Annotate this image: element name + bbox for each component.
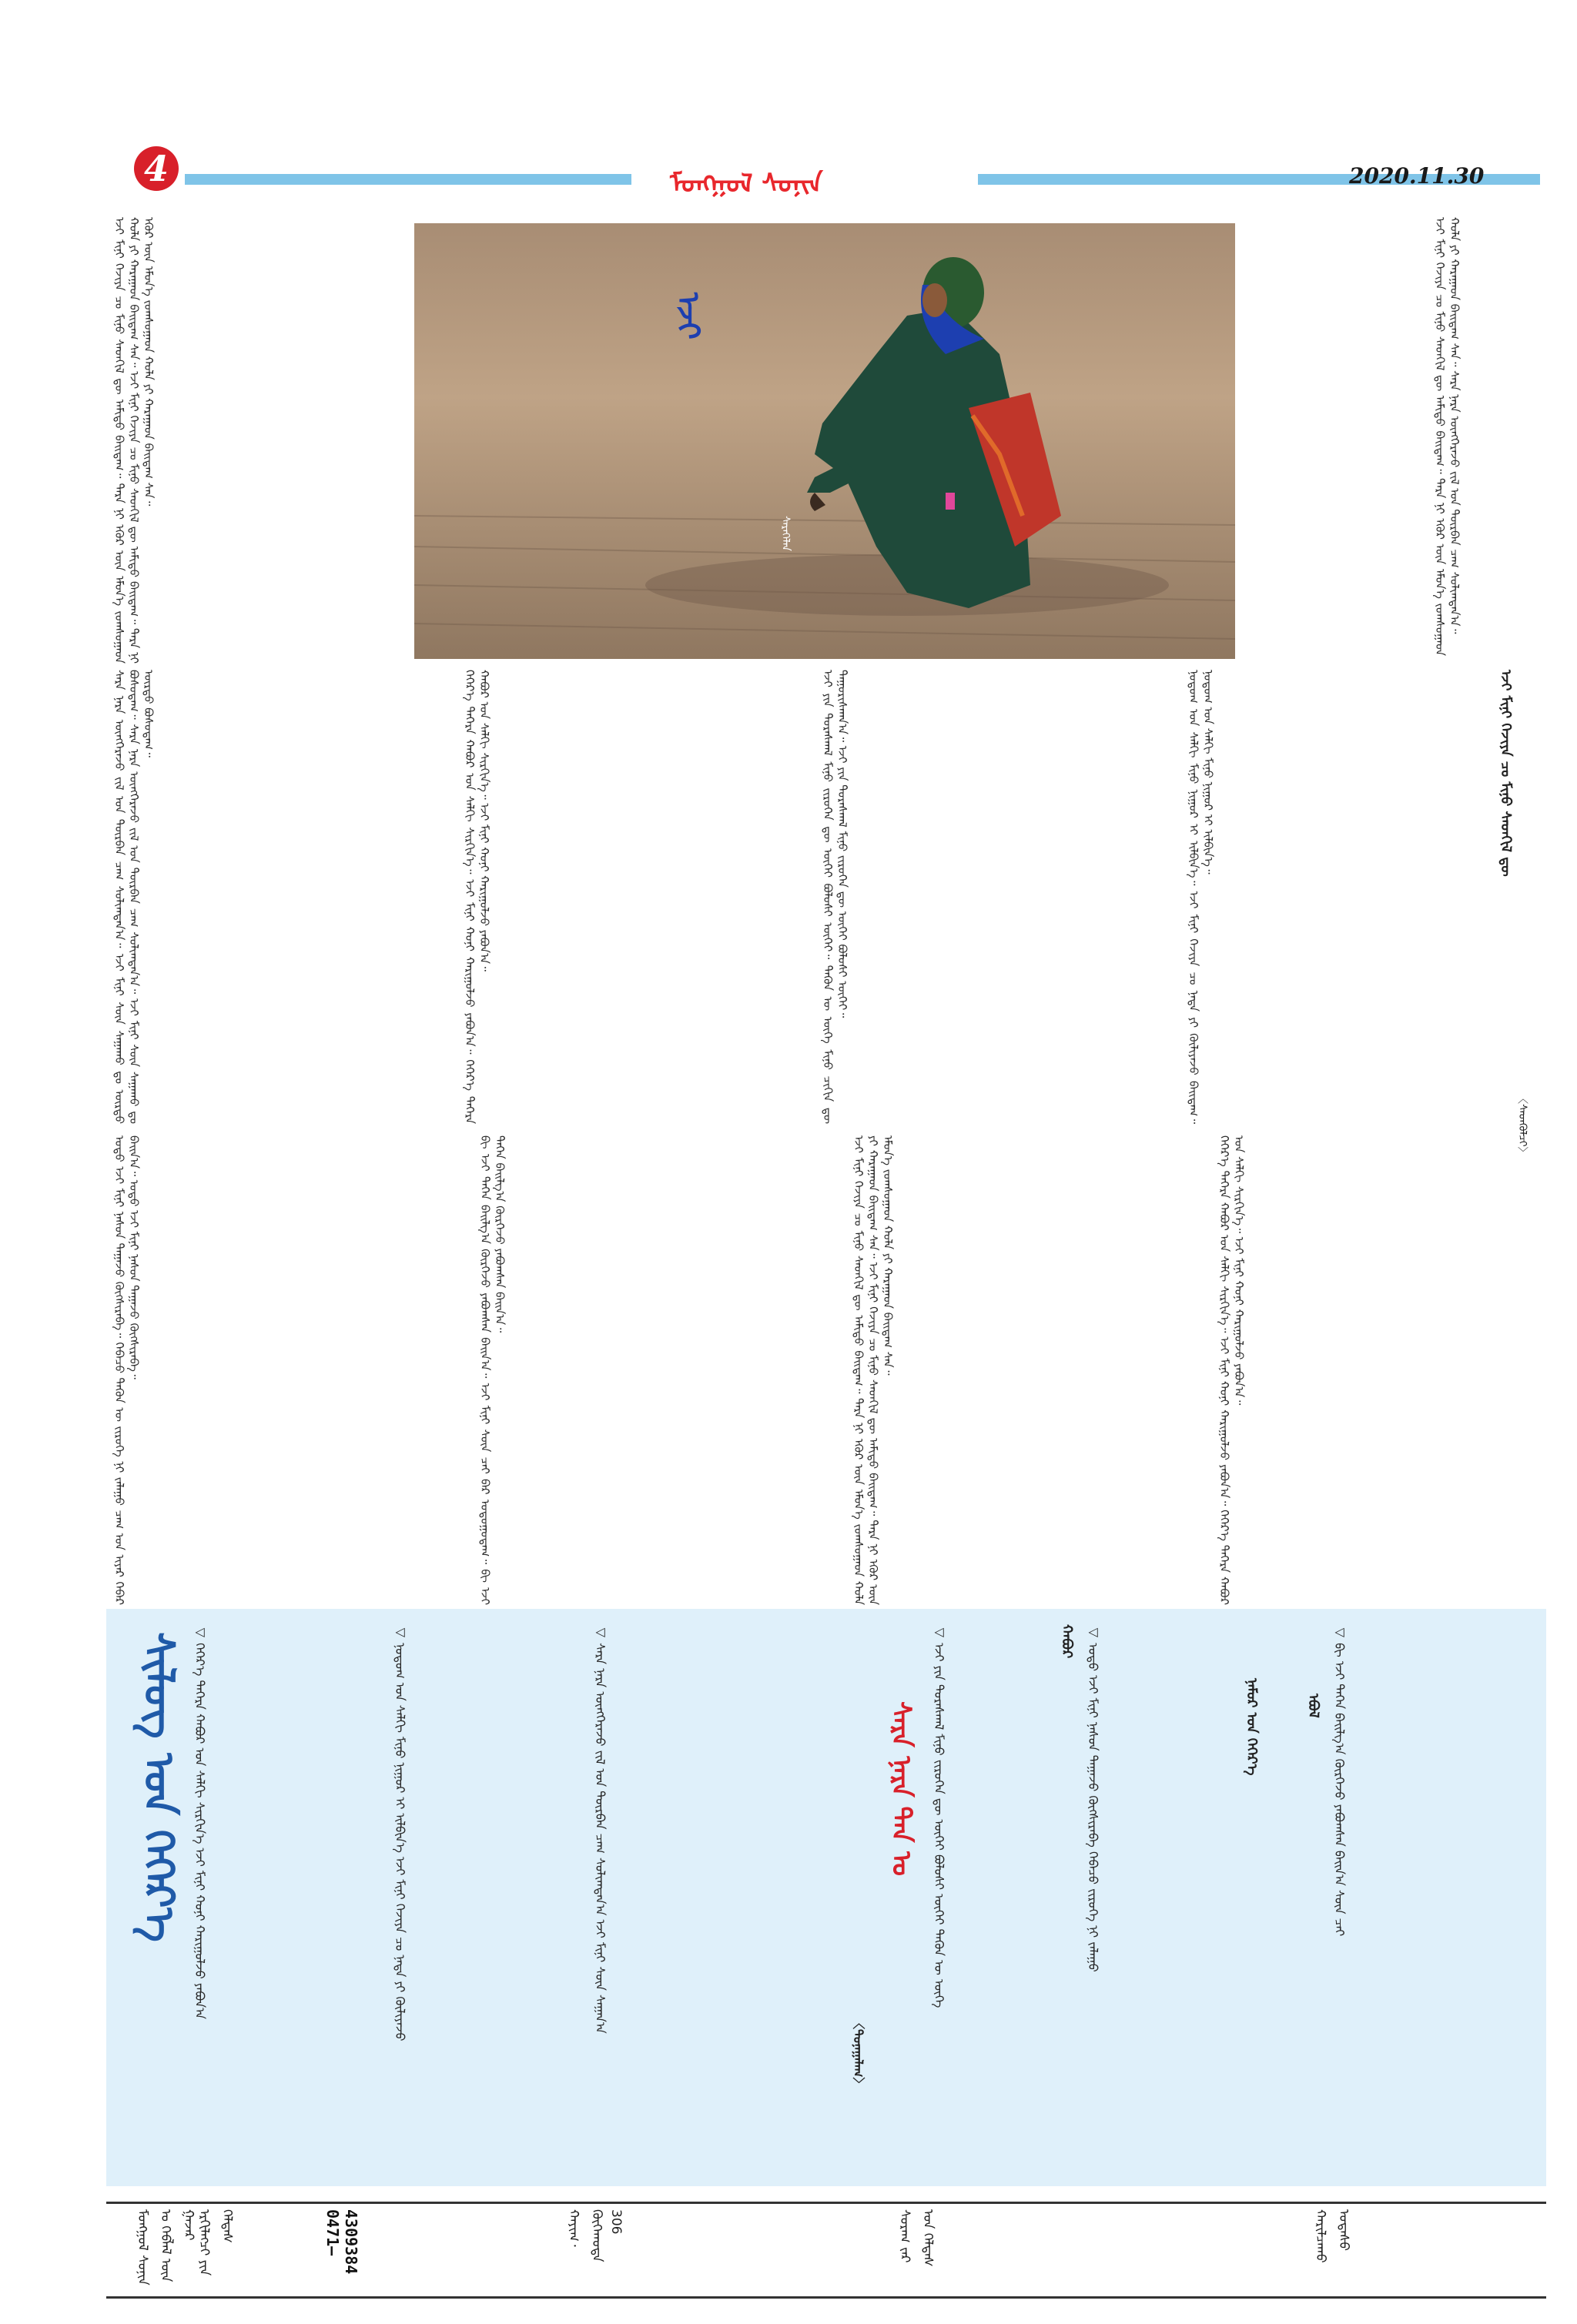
poetry-stanza-5: ◁ ᠣᠳᠣ ᠡᠵᠢ ᠮᠢᠨᠢ ᠨᠠᠰᠤᠨ ᠳᠠᠭᠠᠵᠤ ᠬᠥᠭᠰᠢᠷᠡᠪᠡ ᠭᠡᠪᠡᠴᠦ ᠵᠢᠷᠦᠬᠡ ᠨᠢ ᠵᠠᠯᠠᠭᠤ: [1086, 1624, 1100, 1972]
article-column-8: ᠬᠡᠭᠡᠷ᠎ᠡ ᠳᠡᠭᠡᠷᠡ ᠬᠠᠪᠤᠷ ᠤᠨ ᠰᠠᠯᠬᠢ ᠰᠢᠷᠭᠢᠨ᠎ᠡ᠃ ᠡᠵᠢ ᠮᠢᠨᠢ ᠬᠣᠨᠢ ᠬᠠᠷᠢᠭᠤᠯᠵᠤ ᠶᠠᠪᠤᠨ᠎ᠠ᠃ ᠬᠡᠭᠡᠷ᠎ᠡ ᠳᠡᠭᠡᠷᠡ ᠬᠠᠪᠤᠷ ᠤᠨ ᠰᠠᠯᠬᠢ ᠰᠢᠷᠭᠢᠨ᠎ᠡ᠃ ᠡᠵᠢ ᠮᠢᠨᠢ ᠬᠣᠨᠢ ᠬᠠᠷᠢᠭᠤᠯᠵᠤ ᠶᠠᠪᠤᠨ᠎ᠠ᠃: [1217, 1135, 1246, 1605]
photo: [414, 223, 1235, 659]
issue-date: 2020.11.30: [1349, 163, 1485, 189]
article-column-5: ᠣᠳᠣ ᠡᠵᠢ ᠮᠢᠨᠢ ᠨᠠᠰᠤᠨ ᠳᠠᠭᠠᠵᠤ ᠬᠥᠭᠰᠢᠷᠡᠪᠡ᠃ ᠭᠡᠪᠡᠴᠦ ᠲᠡᠭᠦᠨ ᠦ ᠵᠢᠷᠦᠬᠡ ᠨᠢ ᠵᠠᠯᠠᠭᠤ ᠴᠠᠭ ᠤᠨ ᠢᠶᠠᠷ ᠬᠡᠪᠡᠷ ᠪᠠᠢᠨ᠎ᠠ᠃ ᠣᠳᠣ ᠡᠵᠢ ᠮᠢᠨᠢ ᠨᠠᠰᠤᠨ ᠳᠠᠭᠠᠵᠤ ᠬᠥᠭᠰᠢᠷᠡᠪᠡ᠃: [112, 1135, 141, 1605]
poetry-subtitle: ᠰᠠᠷᠠ ᠨᠠᠷᠠ ᠲᠠᠨ ᠤ: [886, 1701, 916, 1876]
poetry-section-a: ᠬᠠᠪᠤᠷ: [1059, 1624, 1075, 1659]
footer-col-4: ᠰᠤᠷᠠᠭ ᠵᠠᠷ ᠤᠨ ᠬᠡᠯᠳᠡᠰ: [897, 2209, 936, 2267]
article-headline: ᠡᠵᠢ ᠮᠢᠨᠢ ᠬᠡᠵᠢᠶᠡ ᠴᠤ ᠮᠢᠨᠤ ᠰᠡᠳᠬᠢᠯ ᠳᠦ: [1498, 670, 1514, 877]
article-column-2: ᠬᠡᠭᠡᠷ᠎ᠡ ᠳᠡᠭᠡᠷᠡ ᠬᠠᠪᠤᠷ ᠤᠨ ᠰᠠᠯᠬᠢ ᠰᠢᠷᠭᠢᠨ᠎ᠡ᠃ ᠡᠵᠢ ᠮᠢᠨᠢ ᠬᠣᠨᠢ ᠬᠠᠷᠢᠭᠤᠯᠵᠤ ᠶᠠᠪᠤᠨ᠎ᠠ᠃ ᠬᠡᠭᠡᠷ᠎ᠡ ᠳᠡᠭᠡᠷᠡ ᠬᠠᠪᠤᠷ ᠤᠨ ᠰᠠᠯᠬᠢ ᠰᠢᠷᠭᠢᠨ᠎ᠡ᠃ ᠡᠵᠢ ᠮᠢᠨᠢ ᠬᠣᠨᠢ ᠬᠠᠷᠢᠭᠤᠯᠵᠤ ᠶᠠᠪᠤᠨ᠎ᠠ᠃: [463, 670, 491, 1124]
photo-credit: ᠰᠡᠷᠡᠭᠡᠯᠡᠨ: [779, 516, 792, 551]
photo-image: [414, 223, 1235, 659]
poetry-stanza-6: ◁ ᠪᠢ ᠡᠵᠢ ᠳᠡᠭᠡᠨ ᠪᠠᠢᠯᠭ᠎ᠠ ᠬᠦᠷᠭᠡᠵᠦ ᠶᠠᠪᠤᠭᠰᠠᠨ ᠪᠠᠢᠨ᠎ᠠ ᠰᠦᠨ ᠴᠠᠢ: [1332, 1624, 1347, 1937]
article-column-6: ᠪᠢ ᠡᠵᠢ ᠳᠡᠭᠡᠨ ᠪᠠᠢᠯᠭ᠎ᠠ ᠬᠦᠷᠭᠡᠵᠦ ᠶᠠᠪᠤᠭᠰᠠᠨ ᠪᠠᠢᠨ᠎ᠠ᠃ ᠡᠵᠢ ᠮᠢᠨᠢ ᠰᠦᠨ ᠴᠠᠢ ᠪᠠᠷ ᠤᠳᠤᠭᠤᠳᠠᠭ᠃ ᠪᠢ ᠡᠵᠢ ᠳᠡᠭᠡᠨ ᠪᠠᠢᠯᠭ᠎ᠠ ᠬᠦᠷᠭᠡᠵᠦ ᠶᠠᠪᠤᠭᠰᠠᠨ ᠪᠠᠢᠨ᠎ᠠ᠃: [478, 1135, 507, 1605]
header-rule-left: [185, 174, 631, 185]
poetry-stanza-1: ◁ ᠬᠡᠭᠡᠷ᠎ᠡ ᠳᠡᠭᠡᠷᠡ ᠬᠠᠪᠤᠷ ᠤᠨ ᠰᠠᠯᠬᠢ ᠰᠢᠷᠭᠢᠨ᠎ᠡ ᠡᠵᠢ ᠮᠢᠨᠢ ᠬᠣᠨᠢ ᠬᠠᠷᠢᠭᠤᠯᠵᠤ ᠶᠠᠪᠤᠨ᠎ᠠ: [193, 1624, 207, 2020]
article-column-1: ᠰᠠᠷᠠ ᠨᠠᠷᠠ ᠥᠨᠭᠭᠡᠷᠡᠵᠦ ᠵᠢᠯ ᠤᠨ ᠳᠥᠷᠪᠡᠨ ᠴᠠᠭ ᠰᠣᠯᠢᠭᠳᠠᠨ᠎ᠠ᠃ ᠡᠵᠢ ᠮᠢᠨᠢ ᠰᠦᠨ ᠰᠠᠭᠠᠬᠤ ᠳᠤ ᠦᠷᠳᠦ ᠪᠤᠰᠤᠳᠠᠭ᠃ ᠰᠠᠷᠠ ᠨᠠᠷᠠ ᠥᠨᠭᠭᠡᠷᠡᠵᠦ ᠵᠢᠯ ᠤᠨ ᠳᠥᠷᠪᠡᠨ ᠴᠠᠭ ᠰᠣᠯᠢᠭᠳᠠᠨ᠎ᠠ᠃ ᠡᠵᠢ ᠮᠢᠨᠢ ᠰᠦᠨ ᠰᠠᠭᠠᠬᠤ ᠳᠤ ᠦᠷᠳᠦ ᠪᠤᠰᠤᠳᠠᠭ᠃: [112, 670, 156, 1124]
page-number-badge: 4: [134, 146, 179, 191]
poetry-stanza-2: ◁ ᠨᠤᠲᠤᠭ ᠤᠨ ᠰᠠᠯᠬᠢ ᠮᠢᠨᠤ ᠨᠢᠭᠤᠷ ᠢ ᠢᠯᠪᠢᠨ᠎ᠡ ᠡᠵᠢ ᠮᠢᠨᠢ ᠬᠡᠵᠢᠶᠡ ᠴᠤ ᠨᠠᠳᠠ ᠶᠢ ᠬᠦᠯᠢᠶᠡᠵᠦ: [393, 1624, 407, 2041]
photo-caption: ᠡᠵᠢ: [670, 293, 706, 339]
article-column-4: ᠨᠤᠲᠤᠭ ᠤᠨ ᠰᠠᠯᠬᠢ ᠮᠢᠨᠤ ᠨᠢᠭᠤᠷ ᠢ ᠢᠯᠪᠢᠨ᠎ᠡ᠃ ᠡᠵᠢ ᠮᠢᠨᠢ ᠬᠡᠵᠢᠶᠡ ᠴᠤ ᠨᠠᠳᠠ ᠶᠢ ᠬᠦᠯᠢᠶᠡᠵᠦ ᠪᠠᠢᠳᠠᠭ᠃ ᠨᠤᠲᠤᠭ ᠤᠨ ᠰᠠᠯᠬᠢ ᠮᠢᠨᠤ ᠨᠢᠭᠤᠷ ᠢ ᠢᠯᠪᠢᠨ᠎ᠡ᠃: [1187, 670, 1215, 1124]
side-column: ᠡᠵᠢ ᠮᠢᠨᠢ ᠬᠡᠵᠢᠶᠡ ᠴᠤ ᠮᠢᠨᠤ ᠰᠡᠳᠬᠢᠯ ᠳᠦ ᠠᠮᠢᠳᠤ ᠪᠠᠢᠳᠠᠭ᠃ ᠲᠡᠷᠡ ᠨᠢ ᠡᠭᠦᠷ ᠦᠨ ᠡᠮᠦᠨ᠎ᠡ ᠵᠣᠭᠰᠤᠭᠠᠳ ᠬᠣᠯᠠ ᠶᠢ ᠬᠠᠷᠠᠭᠠᠳ ᠪᠠᠢᠳᠠᠭ ᠰᠠᠨ᠃ ᠰᠠᠷᠠ ᠨᠠᠷᠠ ᠥᠨᠭᠭᠡᠷᠡᠵᠦ ᠵᠢᠯ ᠤᠨ ᠳᠥᠷᠪᠡᠨ ᠴᠠᠭ ᠰᠣᠯᠢᠭᠳᠠᠨ᠎ᠠ᠃: [1433, 217, 1461, 656]
article-column-upper-left: ᠡᠵᠢ ᠮᠢᠨᠢ ᠬᠡᠵᠢᠶᠡ ᠴᠤ ᠮᠢᠨᠤ ᠰᠡᠳᠬᠢᠯ ᠳᠦ ᠠᠮᠢᠳᠤ ᠪᠠᠢᠳᠠᠭ᠃ ᠲᠡᠷᠡ ᠨᠢ ᠡᠭᠦᠷ ᠦᠨ ᠡᠮᠦᠨ᠎ᠡ ᠵᠣᠭᠰᠤᠭᠠᠳ ᠬᠣᠯᠠ ᠶᠢ ᠬᠠᠷᠠᠭᠠᠳ ᠪᠠᠢᠳᠠᠭ ᠰᠠᠨ᠃ ᠡᠵᠢ ᠮᠢᠨᠢ ᠬᠡᠵᠢᠶᠡ ᠴᠤ ᠮᠢᠨᠤ ᠰᠡᠳᠬᠢᠯ ᠳᠦ ᠠᠮᠢᠳᠤ ᠪᠠᠢᠳᠠᠭ᠃ ᠲᠡᠷᠡ ᠨᠢ ᠡᠭᠦᠷ ᠦᠨ ᠡᠮᠦᠨ᠎ᠡ ᠵᠣᠭᠰᠤᠭᠠᠳ ᠬᠣᠯᠠ ᠶᠢ ᠬᠠᠷᠠᠭᠠᠳ ᠪᠠᠢᠳᠠᠭ ᠰᠠᠨ᠃: [112, 217, 156, 664]
article-column-7: ᠡᠵᠢ ᠮᠢᠨᠢ ᠬᠡᠵᠢᠶᠡ ᠴᠤ ᠮᠢᠨᠤ ᠰᠡᠳᠬᠢᠯ ᠳᠦ ᠠᠮᠢᠳᠤ ᠪᠠᠢᠳᠠᠭ᠃ ᠲᠡᠷᠡ ᠨᠢ ᠡᠭᠦᠷ ᠦᠨ ᠡᠮᠦᠨ᠎ᠡ ᠵᠣᠭᠰᠤᠭᠠᠳ ᠬᠣᠯᠠ ᠶᠢ ᠬᠠᠷᠠᠭᠠᠳ ᠪᠠᠢᠳᠠᠭ ᠰᠠᠨ᠃ ᠡᠵᠢ ᠮᠢᠨᠢ ᠬᠡᠵᠢᠶᠡ ᠴᠤ ᠮᠢᠨᠤ ᠰᠡᠳᠬᠢᠯ ᠳᠦ ᠠᠮᠢᠳᠤ ᠪᠠᠢᠳᠠᠭ᠃ ᠲᠡᠷᠡ ᠨᠢ ᠡᠭᠦᠷ ᠦᠨ ᠡᠮᠦᠨ᠎ᠡ ᠵᠣᠭᠰᠤᠭᠠᠳ ᠬᠣᠯᠠ ᠶᠢ ᠬᠠᠷᠠᠭᠠᠳ ᠪᠠᠢᠳᠠᠭ ᠰᠠᠨ᠃: [852, 1135, 895, 1605]
poetry-section-c: ᠡᠪᠦᠯ: [1305, 1694, 1321, 1718]
poetry-section-b: ᠨᠠᠮᠤᠷ ᠤᠨ ᠬᠡᠭᠡᠷ᠎ᠡ: [1244, 1678, 1260, 1776]
poetry-author: 〈ᠲᠤᠨᠠᠭᠠᠯᠠᠭ〉: [851, 2017, 866, 2090]
footer-col-3: ᠬᠠᠶᠢᠭ᠂ ᠬᠥᠬᠡᠬᠣᠲᠠ 306: [566, 2209, 624, 2262]
poetry-box-title: ᠰᠢᠯᠦᠭ ᠤᠨ ᠬᠡᠭᠡᠷ᠎ᠡ: [135, 1632, 184, 1942]
paper-title: ᠮᠣᠩᠭᠣᠯ ᠰᠣᠨᠢᠨ: [670, 169, 823, 199]
article-column-3: ᠡᠵᠢ ᠶᠢᠨ ᠳᠤᠷᠠᠰᠬᠠᠯ ᠮᠢᠨᠤ ᠵᠢᠷᠦᠬᠡᠨ ᠳᠦ ᠦᠭᠡᠢ ᠪᠣᠯᠤᠰᠢ ᠦᠭᠡᠢ᠃ ᠲᠡᠭᠦᠨ ᠦ ᠦᠭᠡ ᠮᠢᠨᠤ ᠴᠢᠬᠢᠨ ᠳᠦ ᠳᠠᠭᠤᠷᠢᠰᠬᠠᠨ᠎ᠠ᠃ ᠡᠵᠢ ᠶᠢᠨ ᠳᠤᠷᠠᠰᠬᠠᠯ ᠮᠢᠨᠤ ᠵᠢᠷᠦᠬᠡᠨ ᠳᠦ ᠦᠭᠡᠢ ᠪᠣᠯᠤᠰᠢ ᠦᠭᠡᠢ᠃: [821, 670, 849, 1124]
footer-col-2: ᠡᠷᠬᠢᠯᠡᠭᠴᠢ ᠶᠢᠨ ᠬᠡᠯᠳᠡᠰ: [196, 2209, 235, 2276]
poetry-stanza-4: ◁ ᠡᠵᠢ ᠶᠢᠨ ᠳᠤᠷᠠᠰᠬᠠᠯ ᠮᠢᠨᠤ ᠵᠢᠷᠦᠬᠡᠨ ᠳᠦ ᠦᠭᠡᠢ ᠪᠣᠯᠤᠰᠢ ᠦᠭᠡᠢ ᠲᠡᠭᠦᠨ ᠦ ᠦᠭᠡ: [932, 1624, 946, 2008]
footer-phone: 0471— 4309384: [323, 2209, 360, 2275]
footer-col-1: ᠮᠣᠩᠭᠣᠯ ᠰᠣᠨᠢᠨ ᠤ ᠬᠡᠪᠯᠡᠯ ᠦᠨ ᠭᠠᠵᠠᠷ: [135, 2209, 196, 2286]
footer-col-5: ᠬᠠᠷᠢᠯᠴᠠᠬᠤ ᠤᠲᠠᠰᠤ: [1313, 2209, 1351, 2263]
article-byline: 〈ᠰᠡᠳᠬᠦᠯᠴᠢ〉: [1516, 1093, 1528, 1158]
poetry-stanza-3: ◁ ᠰᠠᠷᠠ ᠨᠠᠷᠠ ᠥᠨᠭᠭᠡᠷᠡᠵᠦ ᠵᠢᠯ ᠤᠨ ᠳᠥᠷᠪᠡᠨ ᠴᠠᠭ ᠰᠣᠯᠢᠭᠳᠠᠨ᠎ᠠ ᠡᠵᠢ ᠮᠢᠨᠢ ᠰᠦᠨ ᠰᠠᠭᠠᠨ᠎ᠠ: [593, 1624, 608, 2034]
